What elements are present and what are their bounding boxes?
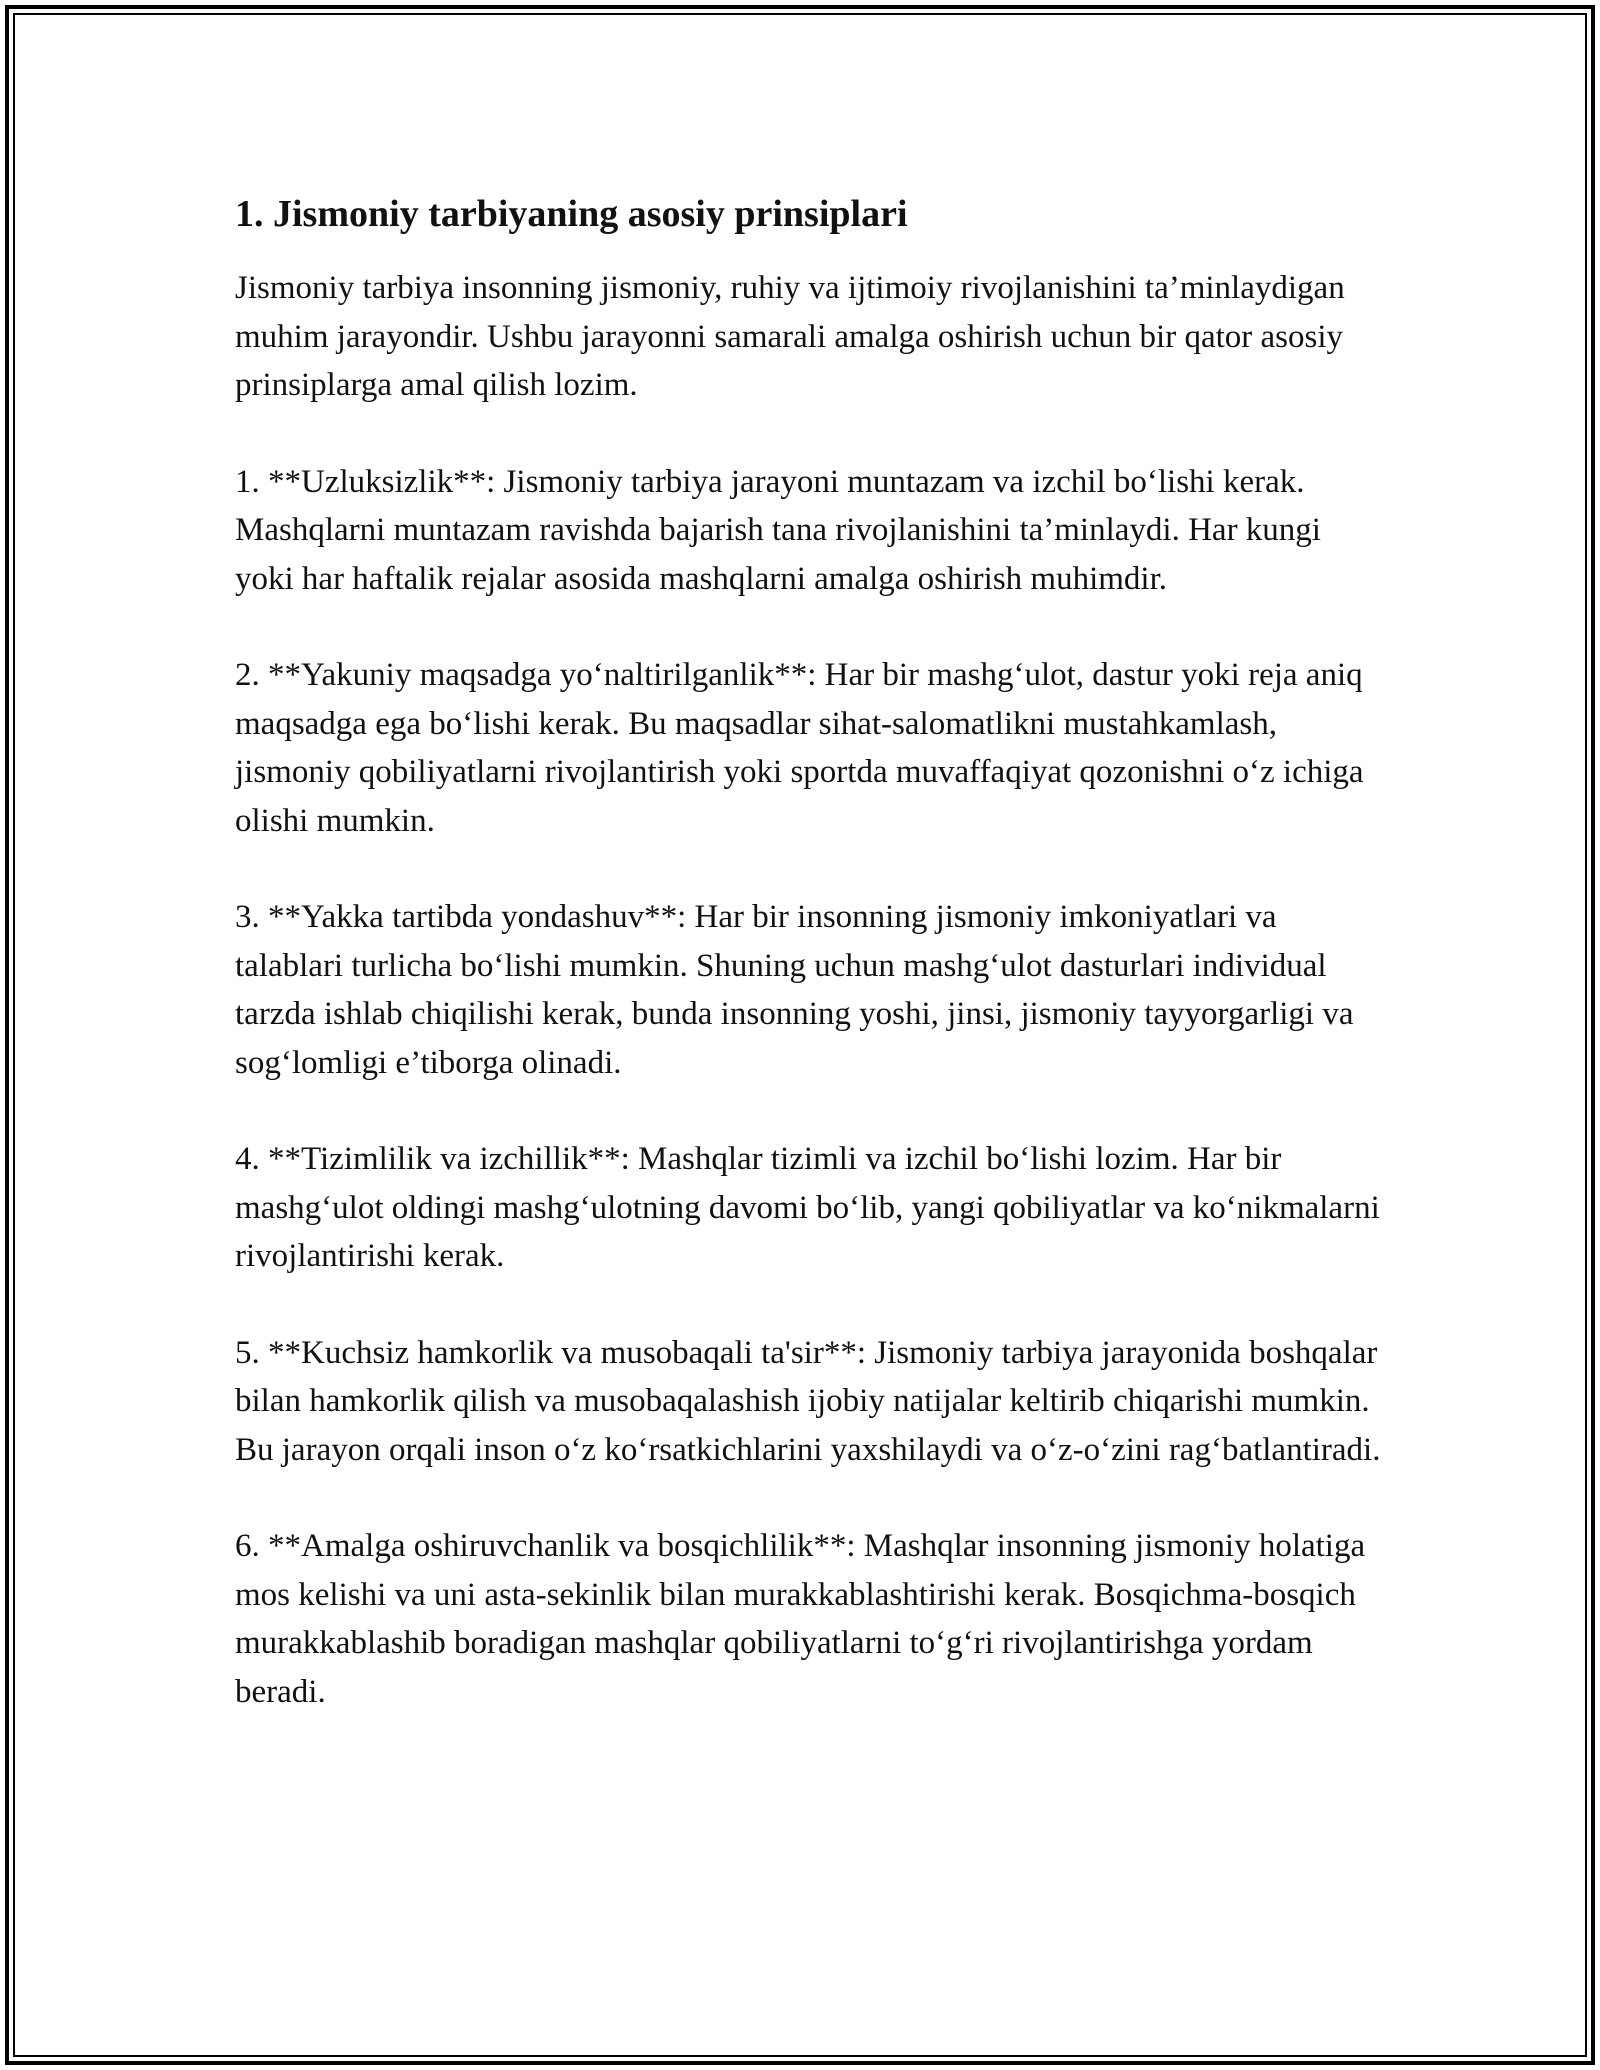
principle-paragraph-6: 6. **Amalga oshiruvchanlik va bosqichlilik**: Mashqlar insonning jismoniy holatiga mos kelishi va uni asta-sekinlik bilan murakkablashtirishi kerak. Bosqichma-bosqich murakkablashib boradigan mashqlar qobiliyatlarni to‘g‘ri rivojlantirishga yordam beradi. xyxy=(235,1528,1366,1710)
intro-paragraph: Jismoniy tarbiya insonning jismoniy, ruhiy va ijtimoiy rivojlanishini ta’minlaydigan muhim jarayondir. Ushbu jarayonni samarali amalga oshirish uchun bir qator asosiy prinsiplarga amal qilish lozim. xyxy=(235,270,1345,403)
principle-paragraph-5: 5. **Kuchsiz hamkorlik va musobaqali ta'sir**: Jismoniy tarbiya jarayonida boshqalar bilan hamkorlik qilish va musobaqalashish ijobiy natijalar keltirib chiqarishi mumkin. Bu jarayon orqali inson o‘z ko‘rsatkichlarini yaxshilaydi va o‘z-o‘zini rag‘batlantiradi. xyxy=(235,1334,1381,1468)
principle-paragraph-2: 2. **Yakuniy maqsadga yo‘naltirilganlik**: Har bir mashg‘ulot, dastur yoki reja aniq maqsadga ega bo‘lishi kerak. Bu maqsadlar sihat-salomatlikni mustahkamlash, jismoniy qobiliyatlarni rivojlantirish yoki sportda muvaffaqiyat qozonishni o‘z ichiga olishi mumkin. xyxy=(235,657,1364,839)
principle-paragraph-1: 1. **Uzluksizlik**: Jismoniy tarbiya jarayoni muntazam va izchil bo‘lishi kerak. Mashqlarni muntazam ravishda bajarish tana rivojlanishini ta’minlaydi. Har kungi yoki har haftalik rejalar asosida mashqlarni amalga oshirish muhimdir. xyxy=(235,463,1321,597)
principle-paragraph-3: 3. **Yakka tartibda yondashuv**: Har bir insonning jismoniy imkoniyatlari va talablari turlicha bo‘lishi mumkin. Shuning uchun mashg‘ulot dasturlari individual tarzda ishlab chiqilishi kerak, bunda insonning yoshi, jinsi, jismoniy tayyorgarligi va sog‘lomligi e’tiborga olinadi. xyxy=(235,899,1354,1081)
document-body xyxy=(235,186,1385,1764)
document-title: 1. Jismoniy tarbiyaning asosiy prinsiplari xyxy=(235,193,908,235)
principle-paragraph-4: 4. **Tizimlilik va izchillik**: Mashqlar tizimli va izchil bo‘lishi lozim. Har bir mashg‘ulot oldingi mashg‘ulotning davomi bo‘lib, yangi qobiliyatlar va ko‘nikmalarni rivojlantirishi kerak. xyxy=(235,1141,1380,1274)
